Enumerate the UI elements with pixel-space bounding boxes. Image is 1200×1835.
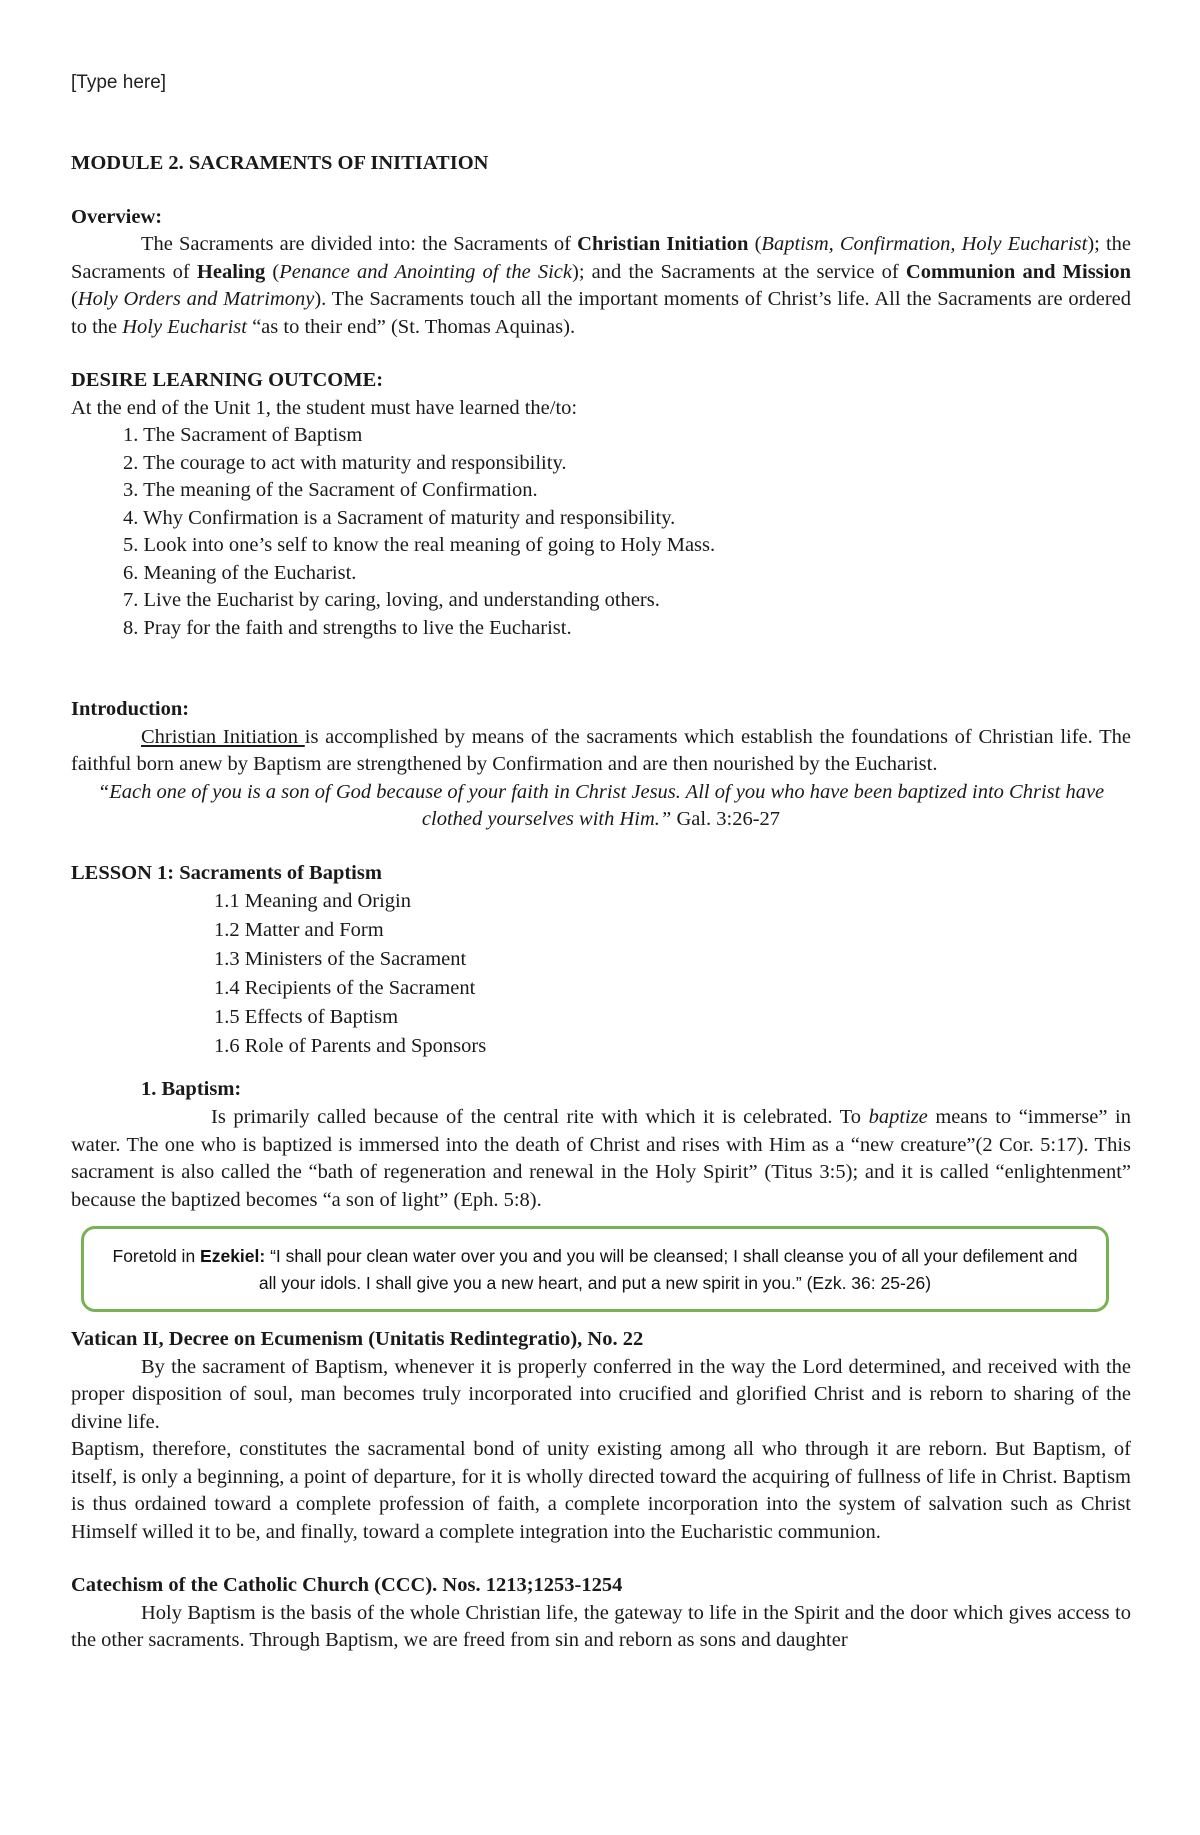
quote-reference: Gal. 3:26-27 bbox=[671, 808, 781, 830]
module-title: MODULE 2. SACRAMENTS OF INITIATION bbox=[71, 152, 489, 174]
overview-part: ( bbox=[265, 260, 280, 283]
lesson-topic: 1.1 Meaning and Origin bbox=[214, 890, 411, 912]
overview-part: Penance and Anointing of the Sick bbox=[279, 260, 572, 283]
overview-part: “as to their end” (St. Thomas Aquinas). bbox=[246, 315, 576, 338]
lesson-topic: 1.2 Matter and Form bbox=[214, 919, 384, 941]
overview-part: ( bbox=[748, 233, 762, 255]
outcome-item: 1. The Sacrament of Baptism bbox=[123, 424, 363, 446]
vatican-paragraph-2: Baptism, therefore, constitutes the sacramental bond of unity existing among all who through it are reborn. But Baptism, of itself, is only a beginning, a point of departure, for it is wholly directed toward the acquiring of fullness of life in Christ. Baptism is thus ordained toward a complete profession of faith, a complete incorporation into the system of salvation such as Christ Himself willed it to be, and finally, toward a complete integration into the Eucharistic communion. bbox=[71, 1438, 1131, 1543]
outcome-item: 7. Live the Eucharist by caring, loving, and understanding others. bbox=[123, 589, 660, 611]
introduction-paragraph bbox=[71, 724, 1131, 779]
baptism-part: Is primarily called because of the central rite with which it is celebrated. To bbox=[211, 1106, 869, 1128]
ccc-paragraph-1: Holy Baptism is the basis of the whole Christian life, the gateway to life in the Spirit and the door which gives access to the other sacraments. Through Baptism, we are freed from sin and reborn as sons and daughter bbox=[71, 1601, 1131, 1651]
lesson-topic: 1.5 Effects of Baptism bbox=[214, 1006, 399, 1028]
document-body bbox=[71, 150, 1131, 1655]
overview-paragraph bbox=[71, 231, 1131, 341]
outcome-item: 8. Pray for the faith and strengths to live the Eucharist. bbox=[123, 616, 572, 639]
outcome-item: 5. Look into one’s self to know the real meaning of going to Holy Mass. bbox=[123, 534, 716, 556]
introduction-quote bbox=[91, 779, 1111, 834]
overview-part: Baptism, Confirmation, Holy Eucharist bbox=[761, 233, 1088, 255]
overview-part: The Sacraments are divided into: the Sacraments of bbox=[141, 233, 578, 255]
overview-part: Holy Eucharist bbox=[122, 315, 247, 338]
vatican-paragraph-1: By the sacrament of Baptism, whenever it is properly conferred in the way the Lord determined, and received with the proper disposition of soul, man becomes truly incorporated into crucified and glorified Christ and is reborn to sharing of the divine life. bbox=[71, 1355, 1131, 1433]
outcome-item: 4. Why Confirmation is a Sacrament of maturity and responsibility. bbox=[123, 506, 676, 529]
introduction-underlined: Christian Initiation bbox=[141, 725, 305, 748]
outcomes-list bbox=[71, 422, 1131, 642]
vatican-heading: Vatican II, Decree on Ecumenism (Unitatis Redintegratio), No. 22 bbox=[71, 1328, 644, 1350]
outcome-item: 2. The courage to act with maturity and responsibility. bbox=[123, 451, 567, 474]
outcomes-heading: DESIRE LEARNING OUTCOME: bbox=[71, 369, 384, 391]
overview-part: ); and the Sacraments at the service of bbox=[572, 260, 906, 283]
callout-part: Foretold in bbox=[112, 1246, 201, 1266]
baptism-part: means to “immerse” in water. The one who is baptized is immersed into the death of Christ and rises with Him as a “new creature”(2 Cor. 5:17). This sacrament is also called the “bath of regeneration and renewal in the Holy Spirit” (Titus 3:5); and it is called “enlightenment” because the baptized becomes “a son of light” (Eph. 5:8). bbox=[71, 1106, 1131, 1211]
overview-part: Holy Orders and Matrimony bbox=[77, 288, 315, 310]
introduction-text: is accomplished by means of the sacraments which establish the foundations of Christian life. The faithful born anew by Baptism are strengthened by Confirmation and are then nourished by the Eucharist. bbox=[71, 725, 1131, 775]
callout-part: Ezekiel: bbox=[200, 1246, 271, 1266]
lesson-topics bbox=[71, 887, 1131, 1061]
overview-part: Healing bbox=[196, 260, 266, 283]
overview-part: Communion and Mission bbox=[905, 260, 1132, 283]
ccc-heading: Catechism of the Catholic Church (CCC). Nos. 1213;1253-1254 bbox=[71, 1574, 623, 1596]
baptism-subheading: 1. Baptism: bbox=[141, 1078, 242, 1100]
outcomes-intro: At the end of the Unit 1, the student must have learned the/to: bbox=[71, 396, 578, 419]
lesson-topic: 1.6 Role of Parents and Sponsors bbox=[214, 1035, 487, 1057]
outcome-item: 6. Meaning of the Eucharist. bbox=[123, 561, 357, 584]
callout-part: “I shall pour clean water over you and you will be cleansed; I shall cleanse you of all your defilement and all your idols. I shall give you a new heart, and put a new spirit in you.” (Ezk. 36: 25-26) bbox=[258, 1246, 1078, 1293]
lesson-topic: 1.3 Ministers of the Sacrament bbox=[214, 948, 467, 970]
outcome-item: 3. The meaning of the Sacrament of Confirmation. bbox=[123, 479, 538, 501]
overview-part: Christian Initiation bbox=[577, 233, 749, 255]
lesson-heading: LESSON 1: Sacraments of Baptism bbox=[71, 861, 382, 884]
header-placeholder: [Type here] bbox=[71, 72, 167, 93]
overview-part: ). The Sacraments touch all the important moments of Christ’s life. All the Sacraments are ordered to the bbox=[71, 288, 1131, 338]
quote-text: “Each one of you is a son of God because of your faith in Christ Jesus. All of you who have been baptized into Christ have clothed yourselves with Him.” bbox=[97, 780, 1105, 830]
overview-part: ( bbox=[71, 288, 78, 310]
lesson-topic: 1.4 Recipients of the Sacrament bbox=[214, 977, 476, 999]
overview-heading: Overview: bbox=[71, 205, 163, 228]
ezekiel-callout bbox=[81, 1226, 1109, 1312]
baptism-part: baptize bbox=[868, 1106, 928, 1128]
introduction-heading: Introduction: bbox=[71, 698, 190, 720]
overview-part: ); the Sacraments of bbox=[71, 233, 1132, 283]
baptism-paragraph bbox=[71, 1104, 1131, 1214]
